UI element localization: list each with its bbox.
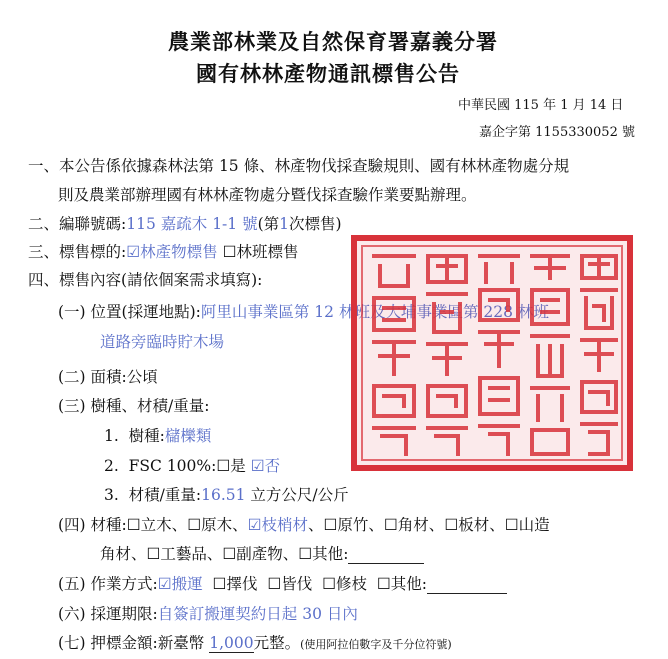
operation-opt-prune[interactable]: ☐修枝 xyxy=(322,575,367,593)
official-seal-stamp xyxy=(350,234,634,472)
material-opt-mountain[interactable]: ☐山造 xyxy=(504,516,550,534)
item-bid-bond xyxy=(58,631,452,653)
item-area-text: 面積:公頃 xyxy=(90,368,158,386)
item-species-volume xyxy=(58,394,210,416)
section-2-suffix-b: 次標售) xyxy=(289,215,342,233)
bond-text-b: 元整。 xyxy=(253,634,301,652)
operation-opt-other[interactable]: ☐其他: xyxy=(376,575,427,593)
operation-opt-transport[interactable]: ☑搬運 xyxy=(157,575,203,593)
target-option-forest-products[interactable]: ☑林產物標售 xyxy=(126,243,218,261)
item-location-label: (一) xyxy=(58,303,86,321)
operation-label: (五) xyxy=(58,575,86,593)
section-4-label: 四、 xyxy=(28,271,60,289)
fsc-num: 2. xyxy=(104,457,119,475)
section-3-prefix: 標售標的: xyxy=(59,243,127,261)
section-2-prefix: 編聯號碼: xyxy=(59,215,127,233)
doc-title: 國有林林產物通訊標售公告 xyxy=(196,62,460,86)
section-2-suffix-a: (第 xyxy=(257,215,280,233)
volume-prefix: 材積/重量: xyxy=(128,486,202,504)
item-area xyxy=(58,365,158,387)
item-area-label: (二) xyxy=(58,368,86,386)
volume-num: 3. xyxy=(104,486,119,504)
location-value-line2: 道路旁臨時貯木場 xyxy=(100,333,225,351)
issue-date: 中華民國 115 年 1 月 14 日 xyxy=(458,98,624,113)
item-species-text: 樹種、材積/重量: xyxy=(90,397,210,415)
target-option-forest-compartment[interactable]: ☐林班標售 xyxy=(222,243,299,261)
species-value: 櫧櫟類 xyxy=(164,427,212,445)
document-number: 嘉企字第 1155330052 號 xyxy=(479,125,635,140)
volume-value: 16.51 xyxy=(201,486,246,504)
deadline-value: 自簽訂搬運契約日起 30 日內 xyxy=(157,605,358,623)
fsc-option-no[interactable]: ☑否 xyxy=(250,457,281,475)
bond-amount: 1,000 xyxy=(209,634,254,652)
serial-number-value: 115 嘉疏木 1-1 號 xyxy=(126,215,258,233)
material-opt-board[interactable]: ☐板材、 xyxy=(444,516,505,534)
section-1-line1: 本公告係依據森林法第 15 條、林產物伐採查驗規則、國有林林產物處分規 xyxy=(59,157,570,175)
item-location-prefix: 位置(採運地點): xyxy=(90,303,201,321)
material-opt-log[interactable]: ☐原木、 xyxy=(187,516,248,534)
section-4-text: 標售內容(請依個案需求填寫): xyxy=(59,271,263,289)
volume-row xyxy=(104,483,349,505)
operation-opt-clear[interactable]: ☐皆伐 xyxy=(267,575,313,593)
species-prefix: 樹種: xyxy=(128,427,165,445)
material-opt-standing[interactable]: ☐立木、 xyxy=(126,516,188,534)
item-species-label: (三) xyxy=(58,397,86,415)
fsc-prefix: FSC 100%: xyxy=(128,457,217,475)
material-row-2 xyxy=(100,542,424,564)
operation-opt-selective[interactable]: ☐擇伐 xyxy=(212,575,258,593)
material-other-blank[interactable] xyxy=(348,545,424,564)
species-row xyxy=(104,424,211,446)
item-deadline xyxy=(58,602,358,624)
location-value-line1: 阿里山事業區第 12 林班及大埔事業區第 228 林班 xyxy=(200,303,549,321)
section-3 xyxy=(28,240,299,262)
material-opt-bamboo[interactable]: 、☐原竹、 xyxy=(308,516,384,534)
section-2-label: 二、 xyxy=(28,215,60,233)
operation-prefix: 作業方式: xyxy=(90,575,158,593)
section-1 xyxy=(28,154,569,176)
deadline-label: (六) xyxy=(58,605,86,623)
deadline-prefix: 採運期限: xyxy=(90,605,158,623)
section-2 xyxy=(28,212,342,234)
section-1-line2: 則及農業部辦理國有林林產物處分暨伐採查驗作業要點辦理。 xyxy=(58,186,477,204)
org-title: 農業部林業及自然保育署嘉義分署 xyxy=(168,30,498,54)
volume-unit: 立方公尺/公斤 xyxy=(250,486,349,504)
material-opt-square[interactable]: ☐角材、 xyxy=(383,516,445,534)
bond-note: (使用阿拉伯數字及千分位符號) xyxy=(300,638,452,651)
fsc-option-yes[interactable]: ☐是 xyxy=(216,457,246,475)
bond-label: (七) xyxy=(58,634,86,652)
section-1-label: 一、 xyxy=(28,157,60,175)
section-3-label: 三、 xyxy=(28,243,60,261)
item-material-type xyxy=(58,513,550,535)
material-opt-branch[interactable]: ☑枝梢材 xyxy=(247,516,308,534)
operation-other-blank[interactable] xyxy=(427,575,507,594)
fsc-row xyxy=(104,454,280,476)
bond-text-a: 新臺幣 xyxy=(157,634,205,652)
material-prefix: 材種: xyxy=(90,516,127,534)
bond-prefix: 押標金額: xyxy=(90,634,158,652)
sale-round-value: 1 xyxy=(279,215,290,233)
material-label: (四) xyxy=(58,516,86,534)
species-num: 1. xyxy=(104,427,119,445)
material-line2[interactable]: 角材、☐工藝品、☐副產物、☐其他: xyxy=(100,545,349,563)
section-4 xyxy=(28,268,262,290)
item-operation-mode xyxy=(58,572,507,594)
